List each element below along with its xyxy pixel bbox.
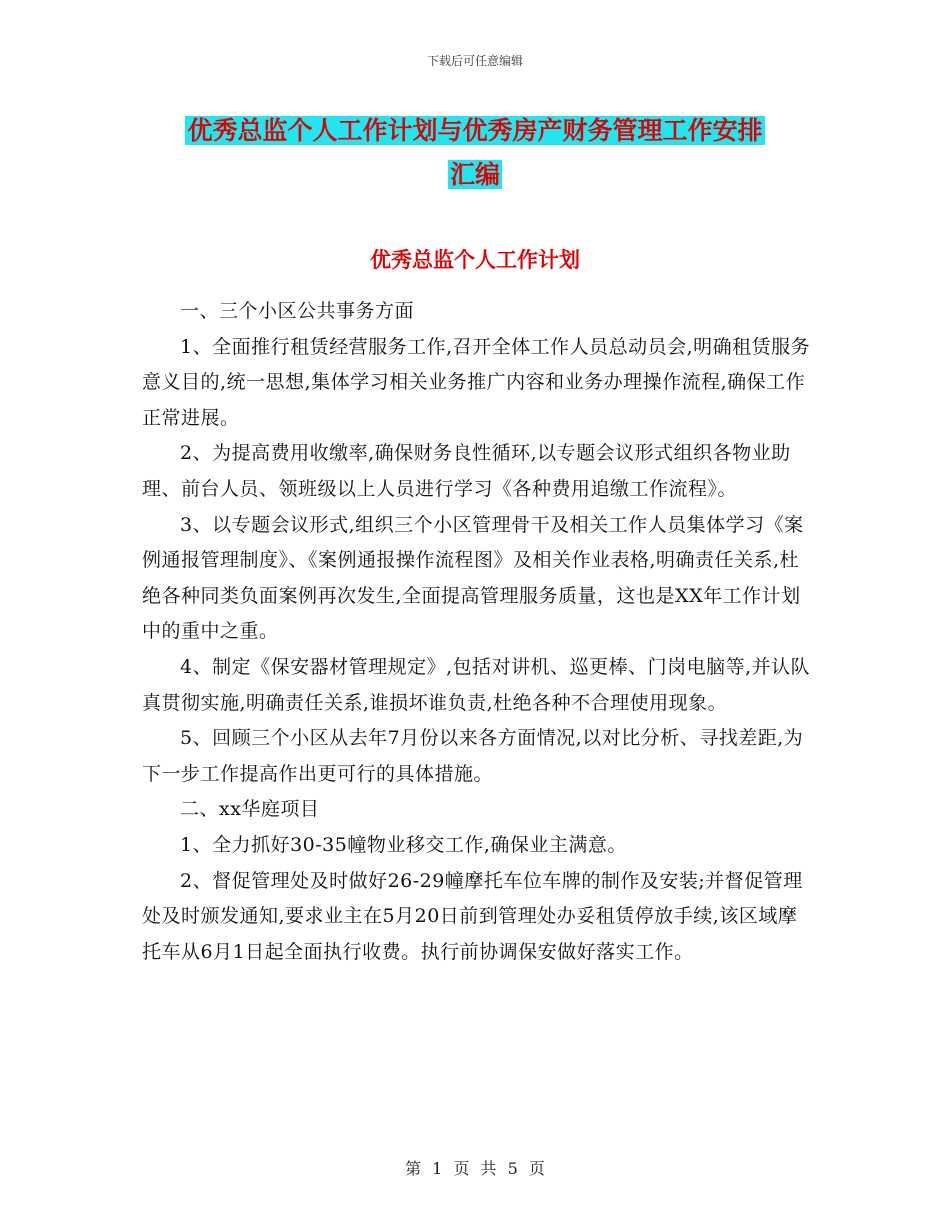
section-title: 优秀总监个人工作计划 <box>370 248 580 272</box>
paragraph: 5、回顾三个小区从去年7月份以来各方面情况,以对比分析、寻找差距,为下一步工作提高作出更可行的具体措施。 <box>142 727 804 785</box>
paragraph: 1、全力抓好30-35幢物业移交工作,确保业主满意。 <box>180 833 627 856</box>
page-header-note: 下载后可任意编辑 <box>426 54 523 68</box>
paragraph-heading-1: 一、三个小区公共事务方面 <box>180 300 415 322</box>
document-title-line-1 <box>0 108 950 154</box>
paragraph-heading-2: 二、xx华庭项目 <box>180 798 320 821</box>
paragraph: 2、为提高费用收缴率,确保财务良性循环,以专题会议形式组织各物业助理、前台人员、领班级以上人员进行学习《各种费用追缴工作流程》。 <box>142 442 791 500</box>
document-title-line-2-text: 汇编 <box>449 160 500 189</box>
document-body <box>142 294 814 970</box>
document-title-line-2 <box>0 152 950 198</box>
paragraph: 4、制定《保安器材管理规定》,包括对讲机、巡更棒、门岗电脑等,并认队真贯彻实施,明确责任关系,谁损坏谁负责,杜绝各种不合理使用现象。 <box>142 655 811 714</box>
paragraph: 2、督促管理处及时做好26-29幢摩托车位车牌的制作及安装;并督促管理处及时颁发通知,要求业主在5月20日前到管理处办妥租赁停放手续,该区域摩托车从6月1日起全面执行收费。执行前协调保安做好落实工作。 <box>142 869 803 963</box>
document-title-line-1-text: 优秀总监个人工作计划与优秀房产财务管理工作安排 <box>187 116 763 145</box>
paragraph: 3、以专题会议形式,组织三个小区管理骨干及相关工作人员集体学习《案例通报管理制度》、《案例通报操作流程图》及相关作业表格,明确责任关系,杜绝各种同类负面案例再次发生,全面提高管理服务质量，这也是XX年工作计划中的重中之重。 <box>142 513 804 643</box>
paragraph: 1、全面推行租赁经营服务工作,召开全体工作人员总动员会,明确租赁服务意义目的,统一思想,集体学习相关业务推广内容和业务办理操作流程,确保工作正常进展。 <box>142 335 811 429</box>
page-number-footer: 第 1 页 共 5 页 <box>405 1159 545 1178</box>
